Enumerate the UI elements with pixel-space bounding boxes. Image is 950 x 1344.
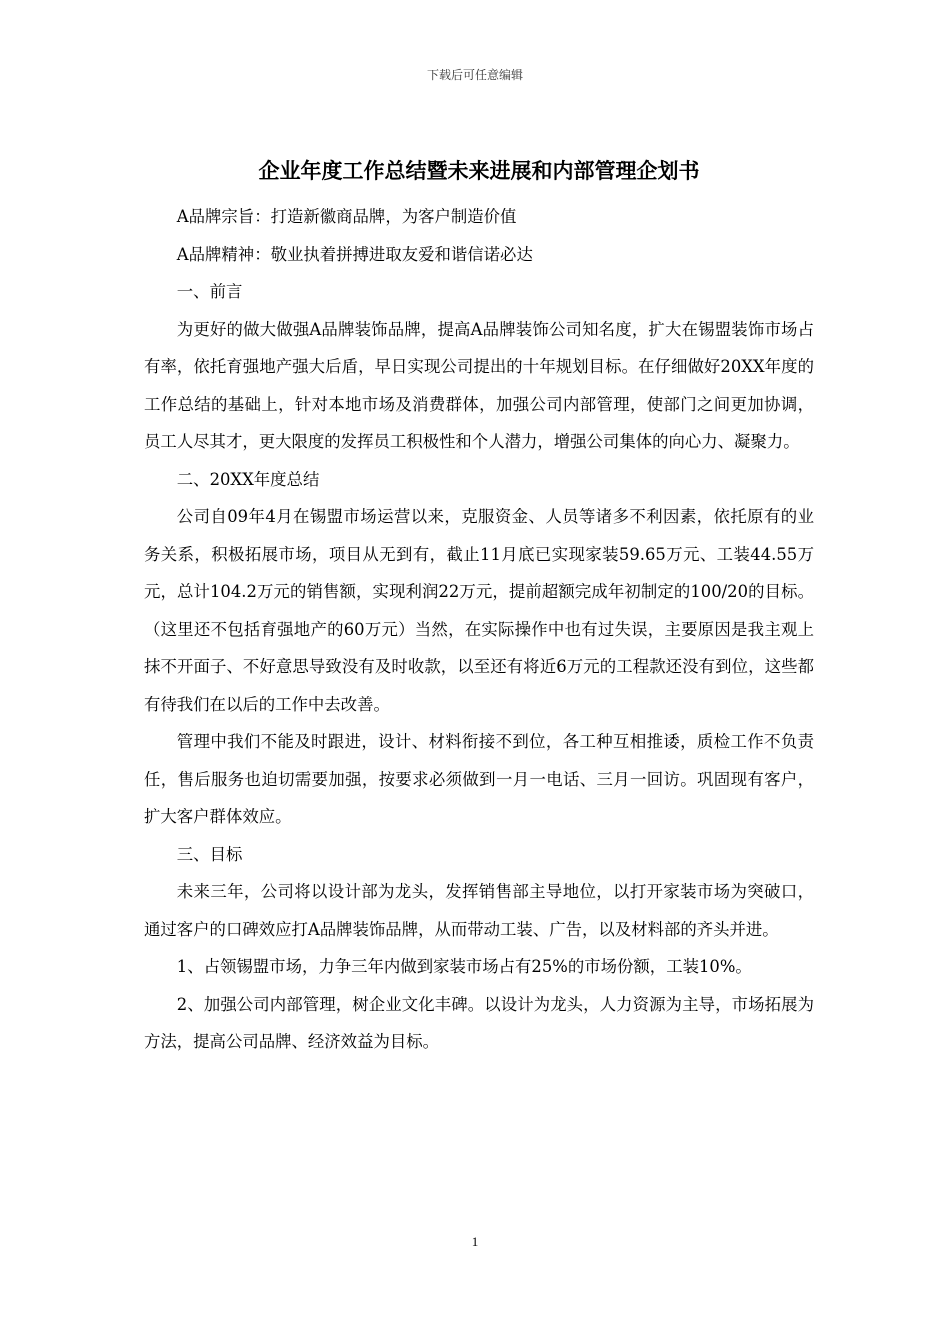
section-heading-preface: 一、前言: [176, 282, 243, 301]
page-number: 1: [471, 1234, 479, 1249]
goal-item-2: 2、加强公司内部管理，树企业文化丰碑。以设计为龙头，人力资源为主导，市场拓展为方法，提高公司品牌、经济效益为目标。: [144, 994, 814, 1051]
goals-paragraph: 未来三年，公司将以设计部为龙头，发挥销售部主导地位，以打开家装市场为突破口，通过客户的口碑效应打A品牌装饰品牌，从而带动工装、广告，以及材料部的齐头并进。: [144, 882, 814, 939]
document-body: [144, 152, 814, 1061]
brand-purpose-line: A品牌宗旨：打造新徽商品牌，为客户制造价值: [176, 207, 517, 226]
annual-summary-paragraph: 公司自09年4月在锡盟市场运营以来，克服资金、人员等诸多不利因素，依托原有的业务关系，积极拓展市场，项目从无到有，截止11月底已实现家装59.65万元、工装44.55万元，总计104.2万元的销售额，实现利润22万元，提前超额完成年初制定的100/20的目标。（这里还不包括育强地产的60万元）当然，在实际操作中也有过失误，主要原因是我主观上抹不开面子、不好意思导致没有及时收款，以至还有将近6万元的工程款还没有到位，这些都有待我们在以后的工作中去改善。: [144, 507, 814, 714]
section-heading-annual-summary: 二、20XX年度总结: [176, 469, 320, 489]
brand-spirit-line: A品牌精神：敬业执着拼搏进取友爱和谐信诺必达: [176, 244, 533, 264]
goal-item-1: 1、占领锡盟市场，力争三年内做到家装市场占有25%的市场份额，工装10%。: [176, 957, 752, 976]
document-title: 企业年度工作总结暨未来进展和内部管理企划书: [258, 159, 700, 183]
page-header-note: 下载后可任意编辑: [426, 68, 523, 82]
preface-paragraph: 为更好的做大做强A品牌装饰品牌，提高A品牌装饰公司知名度，扩大在锡盟装饰市场占有率，依托育强地产强大后盾，早日实现公司提出的十年规划目标。在仔细做好20XX年度的工作总结的基础上，针对本地市场及消费群体，加强公司内部管理，使部门之间更加协调，员工人尽其才，更大限度的发挥员工积极性和个人潜力，增强公司集体的向心力、凝聚力。: [144, 319, 814, 451]
management-paragraph: 管理中我们不能及时跟进，设计、材料衔接不到位，各工种互相推诿，质检工作不负责任，售后服务也迫切需要加强，按要求必须做到一月一电话、三月一回访。巩固现有客户，扩大客户群体效应。: [144, 732, 814, 826]
section-heading-goals: 三、目标: [176, 844, 243, 864]
